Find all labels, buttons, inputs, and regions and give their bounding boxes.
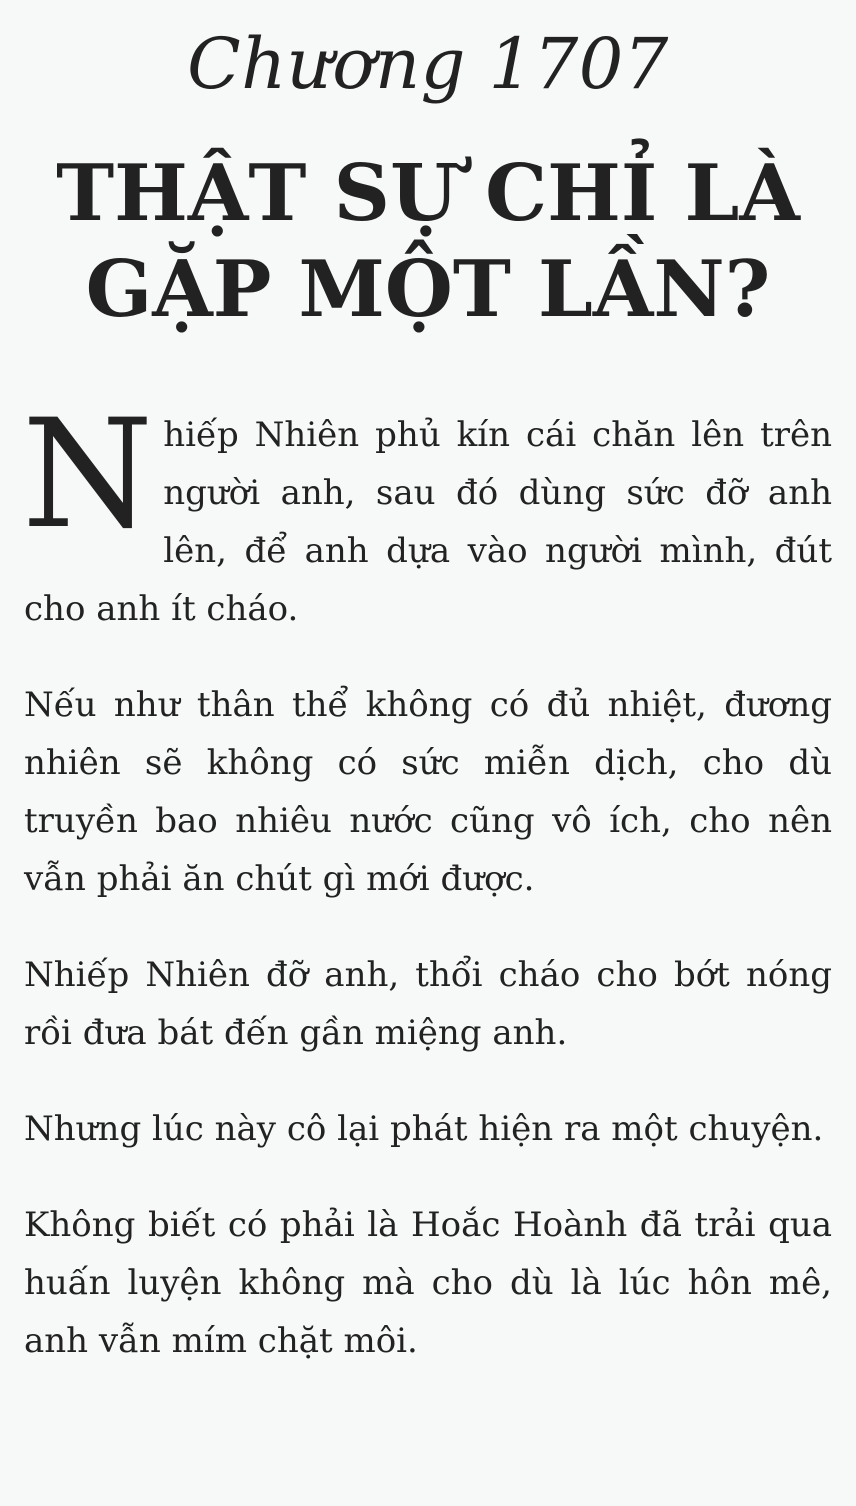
paragraph-5: Không biết có phải là Hoắc Hoành đã trải qua huấn luyện không mà cho dù là lúc hôn mê, anh vẫn mím chặt môi. [24, 1205, 832, 1361]
paragraph-2: Nếu như thân thể không có đủ nhiệt, đương nhiên sẽ không có sức miễn dịch, cho dù truyền bao nhiêu nước cũng vô ích, cho nên vẫn phải ăn chút gì mới được. [24, 685, 832, 899]
chapter-body [22, 388, 832, 1370]
chapter-number: Chương 1707 [187, 23, 669, 105]
paragraph-3: Nhiếp Nhiên đỡ anh, thổi cháo cho bớt nóng rồi đưa bát đến gần miệng anh. [24, 955, 832, 1053]
paragraph-1-text: hiếp Nhiên phủ kín cái chăn lên trên người anh, sau đó dùng sức đỡ anh lên, để anh dựa vào người mình, đút cho anh ít cháo. [24, 415, 832, 629]
drop-cap: N [22, 388, 154, 562]
paragraph-4: Nhưng lúc này cô lại phát hiện ra một chuyện. [24, 1109, 824, 1149]
chapter-title: THẬT SỰ CHỈ LÀ GẶP MỘT LẦN? [56, 148, 800, 335]
paragraph-1 [22, 388, 832, 638]
